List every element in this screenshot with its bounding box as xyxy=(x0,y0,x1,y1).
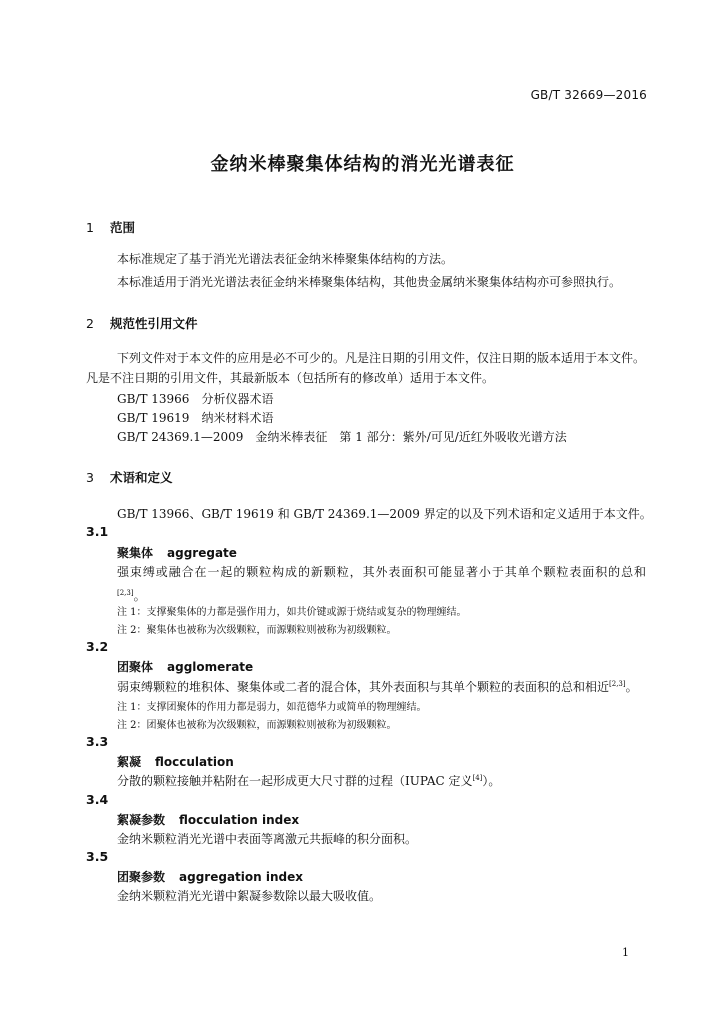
term-en: agglomerate xyxy=(167,660,254,674)
clause-number: 3.5 xyxy=(86,849,109,864)
section-number: 1 xyxy=(86,220,94,235)
clause-number: 3.2 xyxy=(86,639,109,654)
section-1-heading xyxy=(86,218,135,236)
term-zh: 絮凝 xyxy=(117,755,142,769)
term-zh: 团聚体 xyxy=(117,660,154,674)
section-title: 范围 xyxy=(110,220,136,235)
term-zh: 絮凝参数 xyxy=(117,813,166,827)
standard-number: GB/T 32669—2016 xyxy=(530,88,647,102)
section-number: 2 xyxy=(86,316,94,331)
term-entry xyxy=(117,811,299,828)
definition-text: 强束缚或融合在一起的颗粒构成的新颗粒，其外表面积可能显著小于其单个颗粒表面积的总和 xyxy=(117,565,646,579)
section-2-heading xyxy=(86,314,198,332)
term-en: flocculation index xyxy=(179,813,300,827)
term-definition xyxy=(86,562,646,607)
section-number: 3 xyxy=(86,470,94,485)
citation-ref: [2,3] xyxy=(117,589,134,597)
clause-number: 3.3 xyxy=(86,734,109,749)
citation-ref: [4] xyxy=(472,774,483,782)
definition-end: 。 xyxy=(625,680,638,694)
normative-ref-1: GB/T 13966 分析仪器术语 xyxy=(117,392,274,406)
section-title: 规范性引用文件 xyxy=(110,316,198,331)
term-note: 注 1：支撑团聚体的作用力都是弱力，如范德华力或简单的物理缠结。 xyxy=(117,702,427,713)
clause-number: 3.4 xyxy=(86,792,109,807)
term-definition xyxy=(117,678,638,695)
normative-ref-3: GB/T 24369.1—2009 金纳米棒表征 第 1 部分：紫外/可见/近红外吸收光谱方法 xyxy=(117,430,567,444)
page-number: 1 xyxy=(622,946,629,959)
document-title: 金纳米棒聚集体结构的消光光谱表征 xyxy=(210,154,515,175)
normative-ref-2: GB/T 19619 纳米材料术语 xyxy=(117,411,274,425)
term-zh: 团聚参数 xyxy=(117,870,166,884)
term-entry xyxy=(117,544,237,561)
section-title: 术语和定义 xyxy=(110,470,173,485)
term-entry xyxy=(117,868,303,885)
definition-end: ）。 xyxy=(482,774,501,788)
term-entry xyxy=(117,753,234,770)
section-3-heading xyxy=(86,468,173,486)
definition-text: 弱束缚颗粒的堆积体、聚集体或二者的混合体，其外表面积与其单个颗粒的表面积的总和相近 xyxy=(117,680,610,694)
term-en: aggregate xyxy=(167,546,237,560)
scope-paragraph-2: 本标准适用于消光光谱法表征金纳米棒聚集体结构，其他贵金属纳米聚集体结构亦可参照执行。 xyxy=(117,275,622,289)
term-definition: 金纳米颗粒消光光谱中絮凝参数除以最大吸收值。 xyxy=(117,889,382,903)
terms-intro: GB/T 13966、GB/T 19619 和 GB/T 24369.1—2009 界定的以及下列术语和定义适用于本文件。 xyxy=(117,507,652,521)
term-definition xyxy=(117,772,500,789)
scope-paragraph-1: 本标准规定了基于消光光谱法表征金纳米棒聚集体结构的方法。 xyxy=(117,252,454,266)
term-zh: 聚集体 xyxy=(117,546,154,560)
term-note: 注 1：支撑聚集体的力都是强作用力，如共价键或源于烧结或复杂的物理缠结。 xyxy=(117,607,467,618)
citation-ref: [2,3] xyxy=(609,680,626,688)
term-definition: 金纳米颗粒消光光谱中表面等离激元共振峰的积分面积。 xyxy=(117,832,418,846)
term-en: flocculation xyxy=(155,755,234,769)
term-note: 注 2：团聚体也被称为次级颗粒，而源颗粒则被称为初级颗粒。 xyxy=(117,720,397,731)
term-entry xyxy=(117,658,253,675)
term-en: aggregation index xyxy=(179,870,303,884)
definition-end: 。 xyxy=(133,589,146,603)
term-note: 注 2：聚集体也被称为次级颗粒，而源颗粒则被称为初级颗粒。 xyxy=(117,625,397,636)
definition-text: 分散的颗粒接触并粘附在一起形成更大尺寸群的过程（IUPAC 定义 xyxy=(117,774,473,788)
clause-number: 3.1 xyxy=(86,524,109,539)
normative-intro: 下列文件对于本文件的应用是必不可少的。凡是注日期的引用文件，仅注日期的版本适用于本文件。凡是不注日期的引用文件，其最新版本（包括所有的修改单）适用于本文件。 xyxy=(86,351,646,385)
